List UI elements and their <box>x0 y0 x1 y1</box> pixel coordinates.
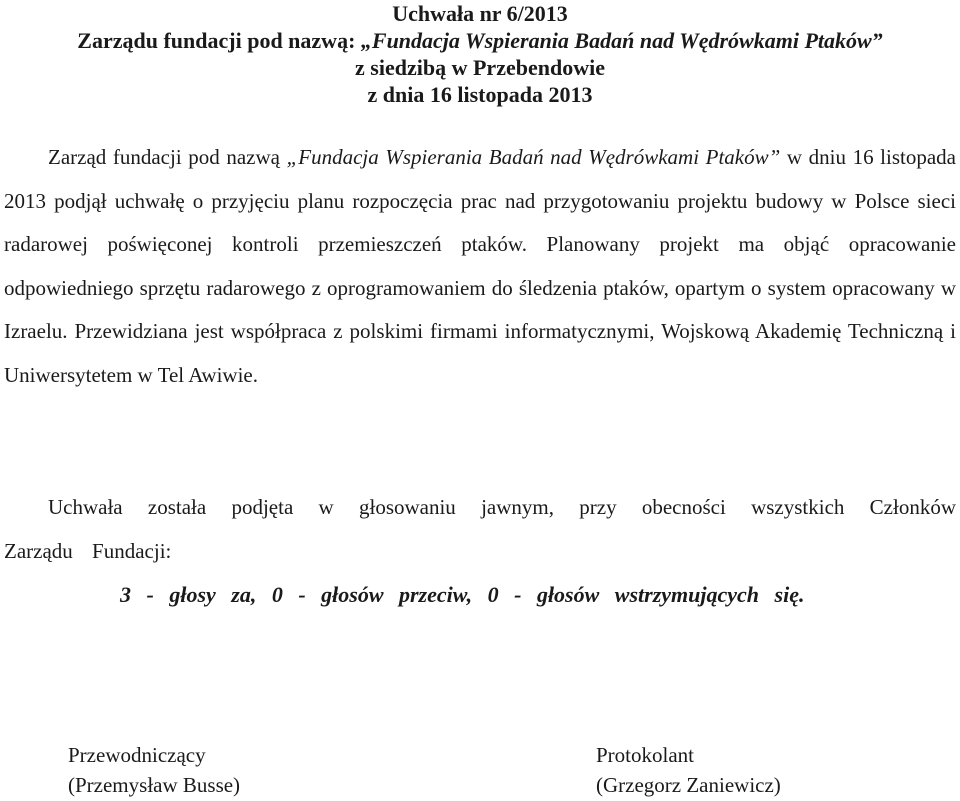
vote-text: Uchwała została podjęta w głosowaniu jawnym, przy obecności wszystkich Członków Zarządu Fundacji: <box>4 495 956 563</box>
vote-paragraph <box>4 486 956 573</box>
board-line-prefix: Zarządu fundacji pod nazwą: <box>77 28 361 53</box>
recorder-name: (Grzegorz Zaniewicz) <box>596 773 781 797</box>
resolution-header <box>0 0 960 108</box>
signature-recorder <box>596 740 781 800</box>
chairman-role: Przewodniczący <box>68 743 206 767</box>
body-foundation-name: „Fundacja Wspierania Badań nad Wędrówkami Ptaków” <box>286 145 781 169</box>
date-line: z dnia 16 listopada 2013 <box>367 82 593 107</box>
board-line <box>0 27 960 54</box>
recorder-role: Protokolant <box>596 743 694 767</box>
body-intro-prefix: Zarząd fundacji pod nazwą <box>48 145 287 169</box>
resolution-body <box>4 136 956 398</box>
seat-line: z siedzibą w Przebendowie <box>355 55 605 80</box>
body-text: w dniu 16 listopada 2013 podjął uchwałę o przyjęciu planu rozpoczęcia prac nad przygotowaniu projektu budowy w Polsce sieci radarowej poświęconej kontroli przemieszczeń ptaków. Planowany projekt ma objąć opracowanie odpowiedniego sprzętu radarowego z oprogramowaniem do śledzenia ptaków, opartym o system opracowany w Izraelu. Przewidziana jest współpraca z polskimi firmami informatycznymi, Wojskową Akademię Techniczną i Uniwersytetem w Tel Awiwie. <box>4 145 956 387</box>
chairman-name: (Przemysław Busse) <box>68 773 241 797</box>
resolution-number: Uchwała nr 6/2013 <box>392 1 568 26</box>
signature-chairman <box>68 740 240 800</box>
foundation-name: „Fundacja Wspierania Badań nad Wędrówkami Ptaków” <box>360 28 883 53</box>
vote-result: 3 - głosy za, 0 - głosów przeciw, 0 - głosów wstrzymujących się. <box>120 582 805 607</box>
